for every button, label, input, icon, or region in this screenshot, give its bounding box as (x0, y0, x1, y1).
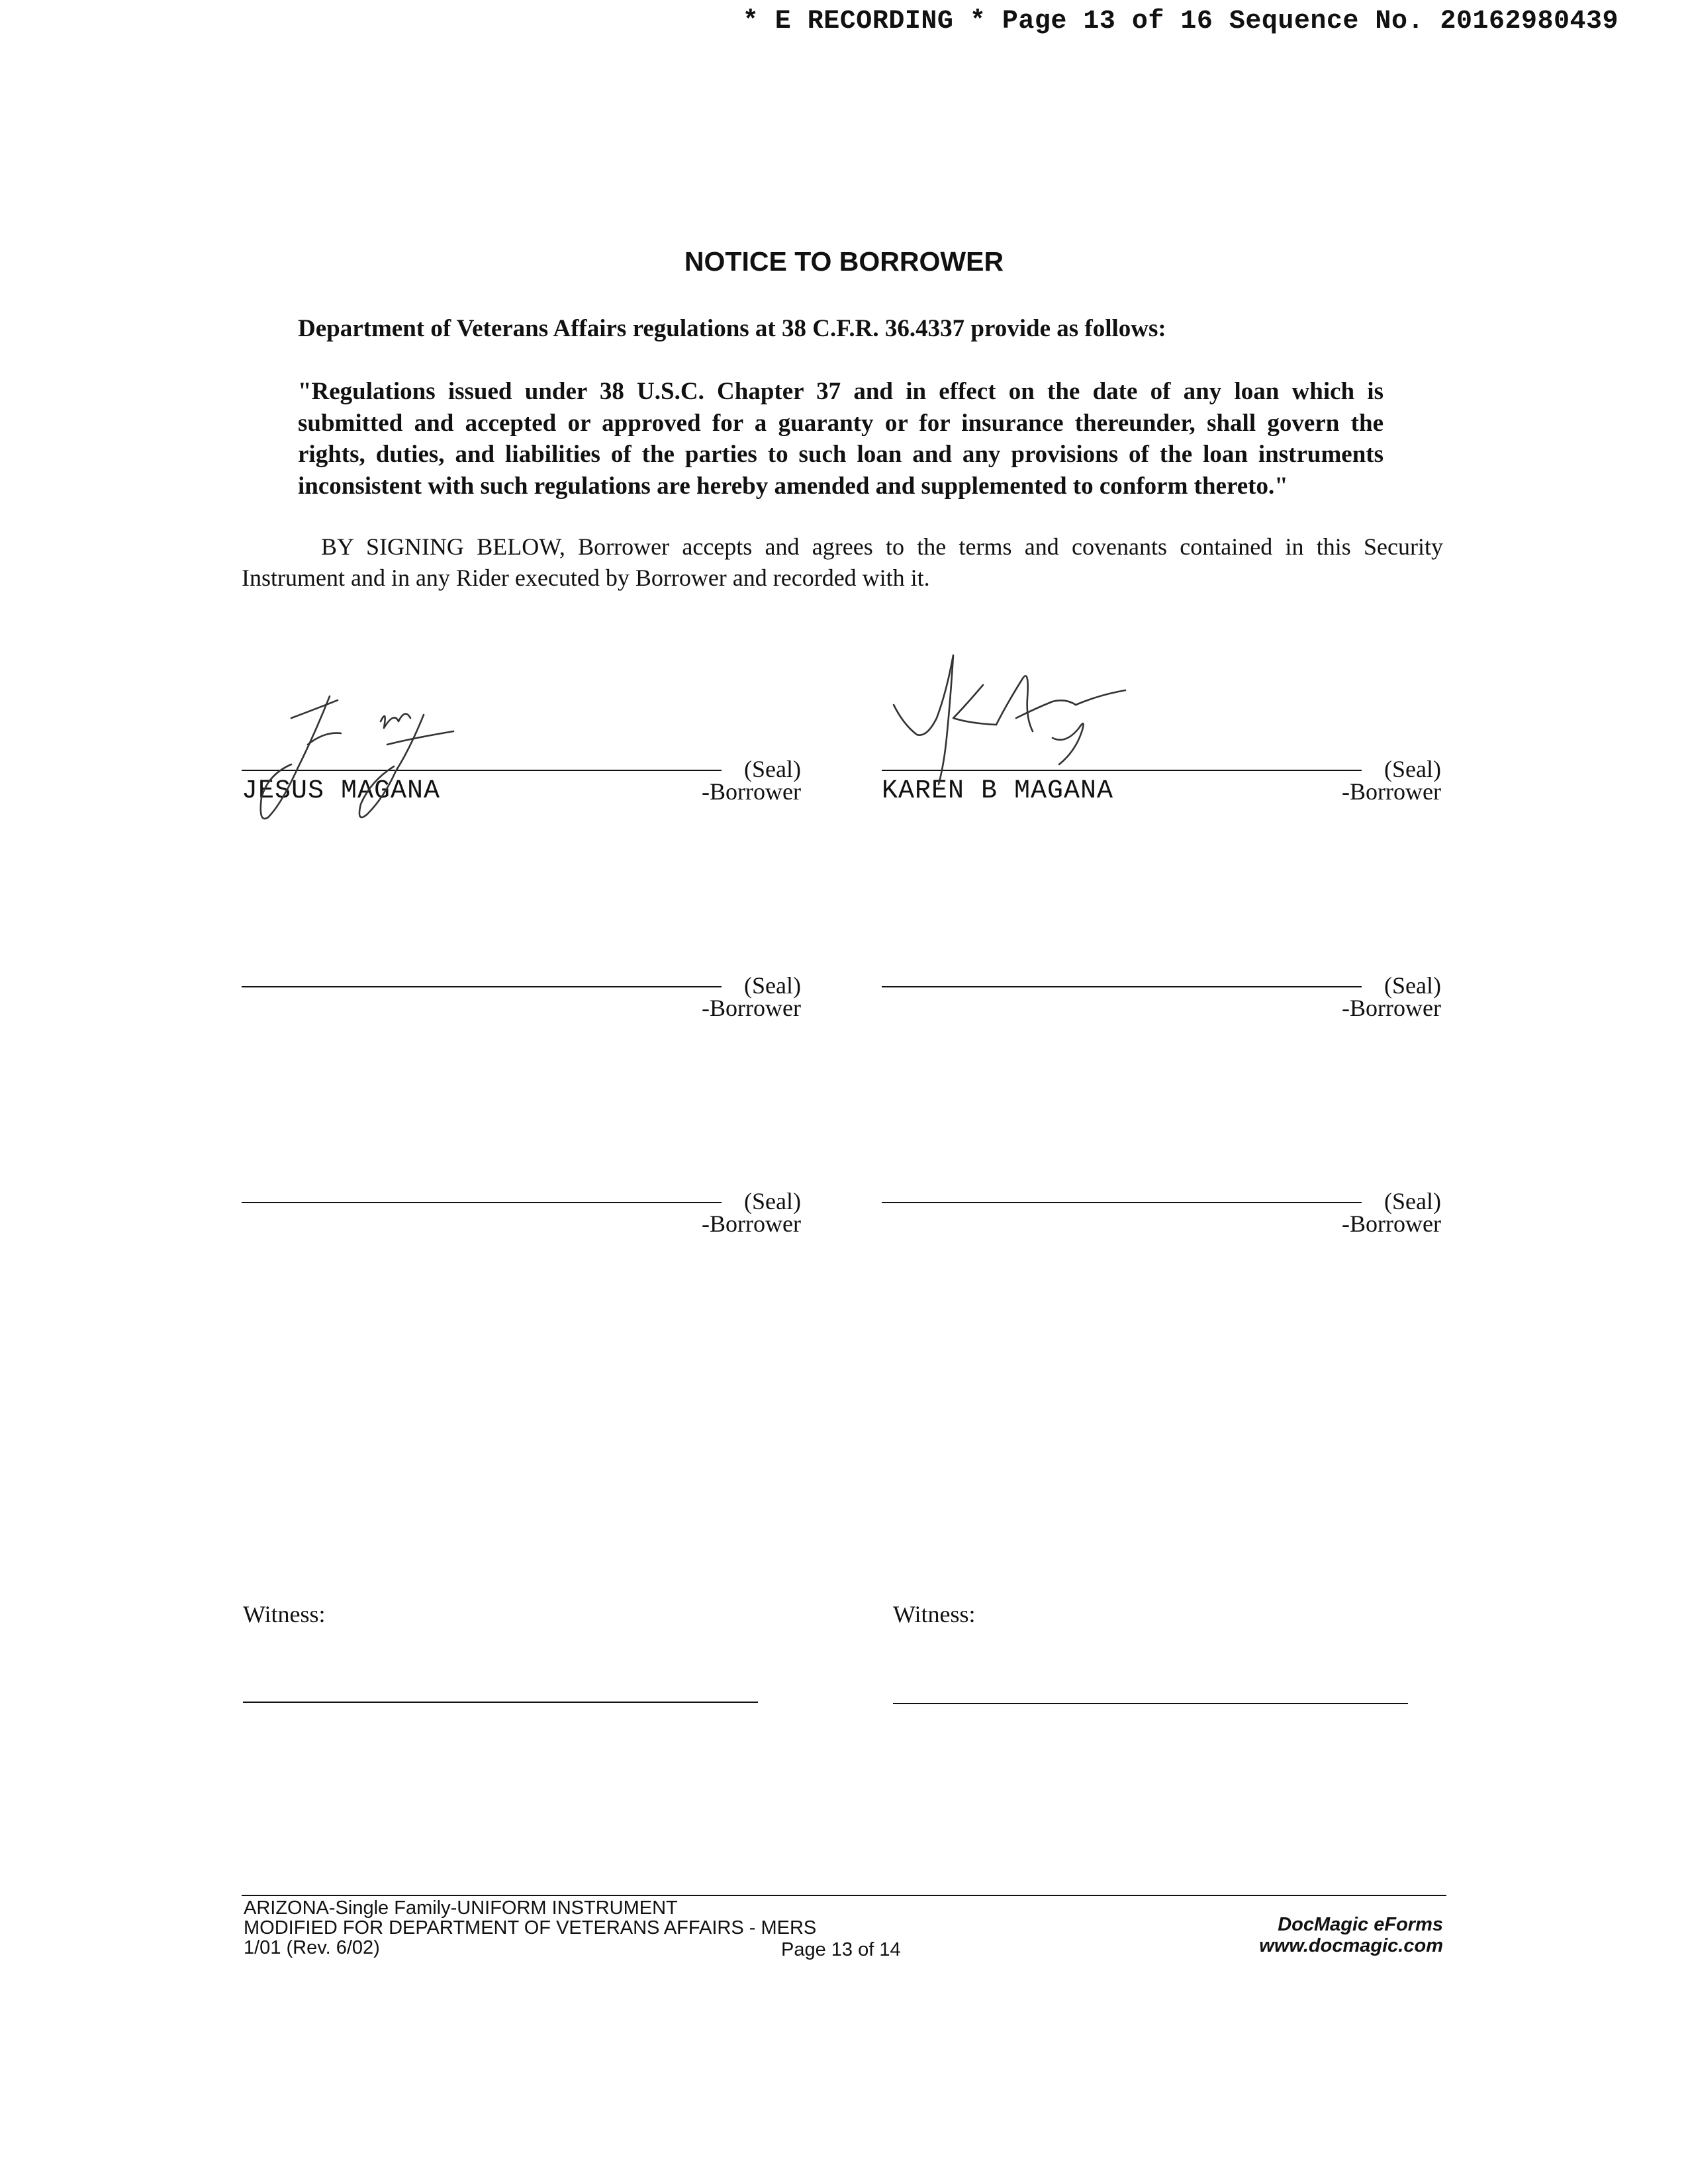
seal-label: (Seal) (1384, 1188, 1441, 1214)
regulations-intro: Department of Veterans Affairs regulations at 38 C.F.R. 36.4337 provide as follows: (298, 315, 1166, 342)
quote-line: "Regulations issued under 38 U.S.C. Chapter 37 and in effect on the date of any loan which is (298, 378, 1383, 405)
handwritten-signature-jesus (252, 682, 490, 827)
signature-line[interactable] (242, 1202, 722, 1203)
borrower-role: -Borrower (702, 995, 801, 1021)
signature-block-empty-2[interactable] (882, 972, 1441, 1032)
witness-line-right[interactable] (893, 1703, 1408, 1704)
brand-url[interactable]: www.docmagic.com (1259, 1935, 1443, 1956)
borrower-role: -Borrower (1342, 1210, 1441, 1237)
brand-name: DocMagic (1278, 1914, 1369, 1935)
page-title: NOTICE TO BORROWER (684, 246, 1004, 277)
quote-line: inconsistent with such regulations are hereby amended and supplemented to conform thereto." (298, 472, 1288, 500)
signature-line[interactable] (882, 1202, 1362, 1203)
recording-stamp: * E RECORDING * Page 13 of 16 Sequence No. 20162980439 (742, 7, 1618, 36)
borrower-role: -Borrower (1342, 995, 1441, 1021)
seal-label: (Seal) (1384, 972, 1441, 999)
witness-label-left: Witness: (243, 1601, 326, 1627)
form-subtitle: MODIFIED FOR DEPARTMENT OF VETERANS AFFAIRS - MERS (244, 1917, 817, 1938)
quote-line: rights, duties, and liabilities of the parties to such loan and any provisions of the loan instruments (298, 441, 1383, 468)
docmagic-brand (1259, 1914, 1443, 1956)
seal-label: (Seal) (1384, 756, 1441, 782)
witness-label-right: Witness: (893, 1601, 976, 1627)
handwritten-signature-karen (887, 645, 1178, 804)
borrower-name: KAREN B MAGANA (882, 776, 1114, 806)
signing-line: BY SIGNING BELOW, Borrower accepts and agrees to the terms and covenants contained in this Security (321, 533, 1443, 560)
seal-label: (Seal) (744, 1188, 801, 1214)
seal-label: (Seal) (744, 756, 801, 782)
signing-line: Instrument and in any Rider executed by Borrower and recorded with it. (242, 565, 930, 591)
quote-line: submitted and accepted or approved for a guaranty or for insurance thereunder, shall govern the (298, 409, 1383, 437)
borrower-role: -Borrower (1342, 778, 1441, 805)
borrower-role: -Borrower (702, 1210, 801, 1237)
brand-name-line (1259, 1914, 1443, 1935)
form-title: ARIZONA-Single Family-UNIFORM INSTRUMENT (244, 1897, 678, 1919)
signature-block-empty-1[interactable] (242, 972, 801, 1032)
borrower-name: JESUS MAGANA (242, 776, 441, 806)
borrower-role: -Borrower (702, 778, 801, 805)
form-revision: 1/01 (Rev. 6/02) (244, 1937, 380, 1958)
signature-block-empty-4[interactable] (882, 1188, 1441, 1248)
signature-block-empty-3[interactable] (242, 1188, 801, 1248)
seal-label: (Seal) (744, 972, 801, 999)
signature-line[interactable] (242, 986, 722, 987)
witness-line-left[interactable] (243, 1702, 758, 1703)
signature-line[interactable] (882, 986, 1362, 987)
regulations-quote (298, 376, 1383, 502)
signing-statement (242, 531, 1443, 594)
brand-product: eForms (1374, 1914, 1443, 1935)
page-number: Page 13 of 14 (781, 1939, 901, 1960)
footer-divider (242, 1895, 1446, 1896)
